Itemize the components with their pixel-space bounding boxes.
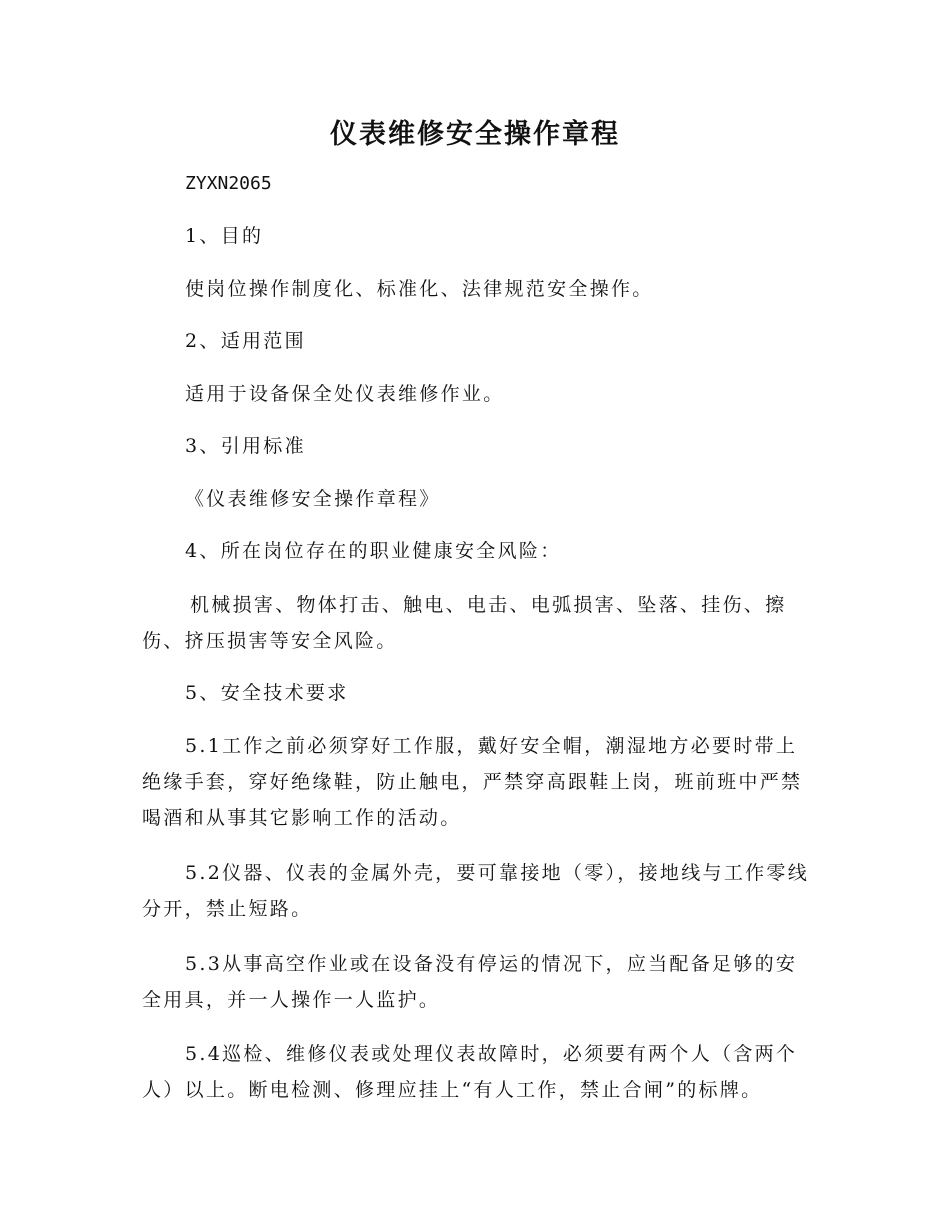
section-2-heading: 2、适用范围 — [185, 330, 306, 352]
section-1-heading: 1、目的 — [185, 225, 264, 247]
paragraph-5-1: 5.1工作之前必须穿好工作服，戴好安全帽，潮湿地方必要时带上绝缘手套，穿好绝缘鞋，防止触电，严禁穿高跟鞋上岗，班前班中严禁喝酒和从事其它影响工作的活动。 — [142, 735, 803, 829]
paragraph-5-3: 5.3从事高空作业或在设备没有停运的情况下，应当配备足够的安全用具，并一人操作一人监护。 — [142, 953, 798, 1011]
paragraph-5-4: 5.4巡检、维修仪表或处理仪表故障时，必须要有两个人（含两个人）以上。断电检测、修理应挂上“有人工作，禁止合闸”的标牌。 — [142, 1043, 798, 1101]
section-3-heading: 3、引用标准 — [185, 435, 306, 457]
section-5-heading: 5、安全技术要求 — [185, 682, 349, 704]
section-1-body: 使岗位操作制度化、标准化、法律规范安全操作。 — [185, 278, 654, 300]
document-code: ZYXN2065 — [185, 173, 272, 194]
section-4-heading: 4、所在岗位存在的职业健康安全风险： — [185, 540, 562, 562]
section-2-body: 适用于设备保全处仪表维修作业。 — [185, 383, 505, 405]
section-4-body: 机械损害、物体打击、触电、电击、电弧损害、坠落、挂伤、擦伤、挤压损害等安全风险。 — [142, 594, 787, 652]
document-title: 仪表维修安全操作章程 — [330, 119, 620, 150]
paragraph-5-2: 5.2仪器、仪表的金属外壳，要可靠接地（零），接地线与工作零线分开，禁止短路。 — [142, 862, 810, 920]
section-3-body: 《仪表维修安全操作章程》 — [185, 488, 441, 510]
